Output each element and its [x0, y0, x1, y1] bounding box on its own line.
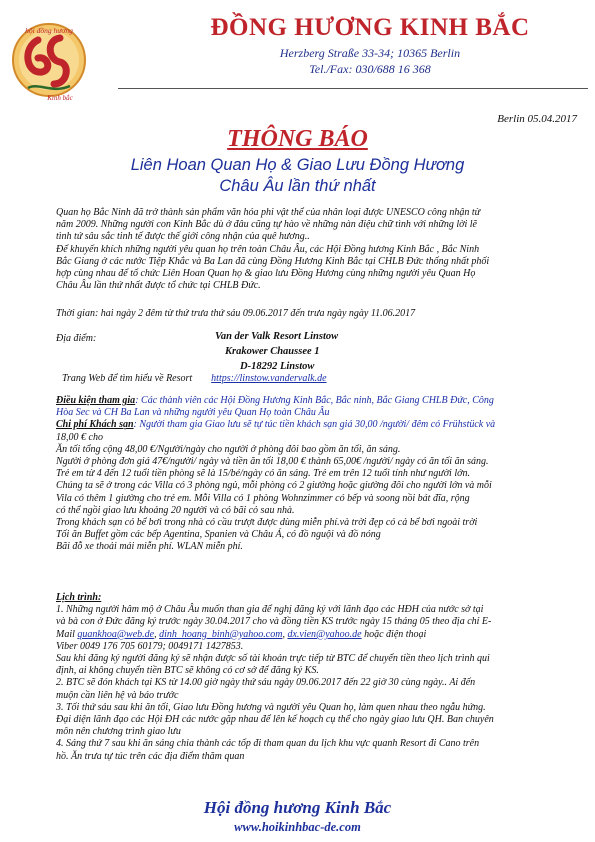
- organization-logo: [8, 12, 90, 108]
- schedule-line: định, ai không chuyển tiền BTC sẽ không có cơ sở để đăng ký KS.: [56, 665, 319, 677]
- schedule-line: 4. Sáng thứ 7 sau khi ăn sáng chia thành các tốp đi tham quan du lịch khu vực quanh Resort đi Cano trên: [56, 738, 480, 750]
- svg-text:Kinh bắc: Kinh bắc: [47, 94, 73, 102]
- intro-line: hợp cùng nhau để tổ chức Liên Hoan Quan họ & giao lưu Đồng Hương cùng những người yêu Quan Họ: [56, 268, 476, 280]
- conditions-label: Điều kiện tham gia: [56, 395, 136, 406]
- svg-text:hội đồng hương: hội đồng hương: [25, 26, 73, 35]
- schedule-line: Viber 0049 176 705 60179; 0049171 1427853.: [56, 640, 244, 652]
- venue-web: [62, 373, 582, 385]
- schedule-line: 3. Tối thứ sáu sau khi ăn tối, Giao lưu Đồng hương và người yêu Quan họ, làm quen nhau theo ngẫu hứng.: [56, 701, 486, 713]
- costs-line: : Người tham gia Giao lưu sẽ tự túc tiền khách sạn giá 30,00 /người/ đêm có Frühstück và: [133, 419, 496, 431]
- schedule-line: 1. Những người hâm mộ ở Châu Âu muốn than gia để nghị đăng ký với lãnh đạo các HĐH của nước sở tại: [56, 604, 484, 616]
- notice-title: THÔNG BÁO: [227, 126, 368, 152]
- schedule-section: [56, 592, 591, 763]
- costs-line: Trẻ em từ 4 đến 12 tuổi tiền phòng sẽ là 15/bé/ngày có ăn sáng. Trẻ em trên 12 tuổi tính như người lớn.: [56, 468, 470, 480]
- email-link-3[interactable]: dx.vien@yahoo.de: [287, 628, 362, 640]
- venue-city: D-18292 Linstow: [240, 361, 315, 372]
- schedule-line: hồ. Ăn trưa tự túc trên các địa điểm thăm quan: [56, 750, 245, 762]
- schedule-line: Sau khi đăng ký người đăng ký sẽ nhận được số tài khoản trực tiếp từ BTC để chuyển tiền theo lịch trình qui: [56, 653, 490, 665]
- schedule-label: Lịch trình:: [56, 592, 102, 603]
- logo-graphic: [8, 12, 90, 108]
- schedule-line: muộn cần liên hệ và báo trước: [56, 689, 179, 701]
- schedule-line: Đại diện lãnh đạo các Hội ĐH các nước gặp nhau để lên kế hoạch cụ thể cho ngày giao lưu QH. Ban chuyên: [56, 714, 494, 726]
- conditions-section: [56, 395, 591, 554]
- intro-line: Châu Âu lần thứ nhất được tổ chức tại CHLB Đức.: [56, 280, 261, 292]
- intro-line: năm 2009. Những người con Kinh Bắc dù ở đâu cũng tự hào về những nàn điệu chữ tình với những lời lẽ: [56, 219, 477, 231]
- intro-line: Quan họ Bắc Ninh đã trở thành sản phẩm văn hóa phi vật thể của nhân loại được UNESCO công nhận từ: [56, 207, 481, 218]
- intro-line: Để khuyến khích những người yêu quan họ trên toàn Châu Âu, các Hội Đồng hương Kinh Bắc , Bắc Ninh: [56, 243, 480, 255]
- schedule-line: 2. BTC sẽ đón khách tại KS từ 14.00 giờ ngày thứ sáu ngày 09.06.2017 đến 22 giờ 30 cùng ngày.. Ai đến: [56, 677, 476, 689]
- email-link-2[interactable]: dinh_hoang_binh@yahoo.com: [159, 628, 283, 640]
- conditions-text-cont: Hòa Sec và CH Ba Lan và những người yêu Quan Họ toàn Châu Âu: [56, 407, 330, 419]
- venue-web-link[interactable]: https://linstow.vandervalk.de: [211, 373, 327, 384]
- conditions-text: : Các thành viên các Hội Đồng Hương Kinh Bắc, Bắc ninh, Bắc Giang CHLB Đức, Công: [135, 395, 494, 406]
- intro-line: tình tứ sâu sắc tinh tế được thế giới công nhận của quê hương..: [56, 231, 310, 243]
- costs-label: Chi phí Khách sạn: [56, 419, 134, 431]
- costs-line: Tối ăn Buffet gồm các bếp Agentina, Spanien và Châu Á, có đồ nguội và đồ nóng: [56, 529, 381, 541]
- schedule-line: và bà con ở Đức đăng ký trước ngày 30.04.2017 cho và đồng tiền KS trước ngày 15 tháng 05 theo địa chỉ E-: [56, 616, 492, 628]
- header-divider: [118, 88, 588, 89]
- costs-line: Chúng ta sẽ ở trong các Villa có 3 phòng ngủ, mỗi phòng có 2 giường hoặc giường đôi cho người lớn và mỗi: [56, 480, 492, 492]
- intro-line: Bắc Giang ở các nước Tiệp Khắc và Ba Lan đã cùng Đồng Hương Kinh Bắc tại CHLB Đức thống nhất phối: [56, 255, 490, 267]
- email-link-1[interactable]: quankhoa@web.de: [77, 628, 155, 640]
- costs-line: Vila có thêm 1 giường cho trẻ em. Mỗi Villa có 1 phòng Wohnzimmer có bếp và soong nồi bát đĩa, rộng: [56, 492, 470, 504]
- costs-line: Trong khách sạn có bể bơi trong nhà có cầu trượt được dùng miễn phí.và trời đẹp có cả bể bơi ngoài trời: [56, 517, 478, 529]
- costs-line: Ăn tối tổng cộng 48,00 €/Người/ngày cho người ở phòng đôi bao gồm ăn tối, ăn sáng.: [56, 443, 401, 455]
- costs-line: Người ở phòng đơn giá 47€/người/ ngày và tiền ăn tối 18,00 € thành 65,00€ /người/ ngày có ăn tối ăn sáng.: [56, 456, 489, 468]
- schedule-line: môn nên chương trình giao lưu: [56, 726, 181, 738]
- event-time: Thời gian: hai ngày 2 đêm từ thứ trưa thứ sáu 09.06.2017 đến trưa ngày ngày 11.06.2017: [56, 308, 416, 319]
- organization-name: ĐỒNG HƯƠNG KINH BẮC: [210, 14, 530, 41]
- venue-name: Van der Valk Resort Linstow: [215, 331, 339, 342]
- costs-line: 18,00 € cho: [56, 431, 103, 443]
- email-suffix: hoặc điện thoại: [361, 628, 427, 640]
- venue-label: Địa điểm:: [56, 333, 97, 344]
- schedule-contacts: Mail quankhoa@web.de, dinh_hoang_binh@yahoo.com, dx.vien@yahoo.de hoặc điện thoại: [56, 628, 427, 640]
- footer-organization: Hội đồng hương Kinh Bắc: [203, 798, 392, 817]
- costs-line: có thể ngồi giao lưu khoảng 20 người và có bãi cỏ sau nhà.: [56, 504, 295, 516]
- email-prefix: Mail: [56, 628, 78, 640]
- venue-web-label: Trang Web để tìm hiểu về Resort: [62, 373, 193, 384]
- letter-date: Berlin 05.04.2017: [497, 113, 577, 125]
- costs-line: Bãi đỗ xe thoải mái miễn phí. WLAN miễn phí.: [56, 541, 243, 553]
- event-title-line2: Châu Âu lần thứ nhất: [219, 177, 376, 195]
- venue-street: Krakower Chaussee 1: [225, 346, 320, 357]
- intro-paragraph: [56, 207, 591, 292]
- footer-website-link[interactable]: www.hoikinhbac-de.com: [234, 820, 361, 834]
- organization-address: Herzberg Straße 33-34; 10365 Berlin: [279, 46, 461, 60]
- organization-telfax: Tel./Fax: 030/688 16 368: [309, 62, 431, 76]
- event-title-line1: Liên Hoan Quan Họ & Giao Lưu Đồng Hương: [130, 156, 465, 174]
